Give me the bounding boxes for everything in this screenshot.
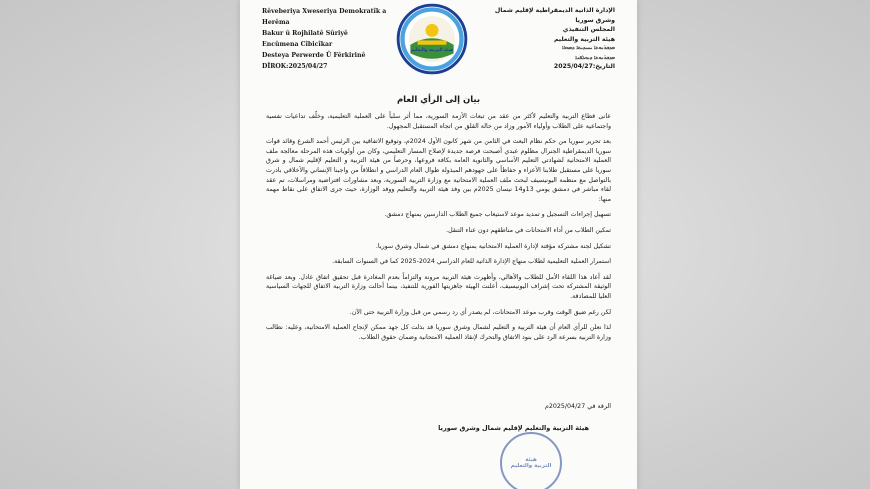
logo-center-text: هيئة التربية والتعليم <box>410 48 454 54</box>
signature-line: هيئة التربية والتعليم لإقليم شمال وشرق سوريا <box>438 424 589 432</box>
paragraph: بعد تحرير سوريا من حكم نظام البعث في الثامن من شهر كانون الأول 2024م، وتوقيع الاتفاقية بين الرئيس أحمد الشرع وقائد قوات سوريا الديمقراطية الجنرال مظلوم عبدي أصبحت فرصة جديدة لإصلاح المسار التعليمي، وكان من أولويات هذه المرحلة معالجة ملف العملية الامتحانية لشهادتي التعليم الأساسي والثانوية العامة بكافة فروعها، وحرصاً من هيئة التربية و التعليم لإقليم شمال و شرق سوريا على مستقبل طلابنا الأعزاء و حفاظاً على جهودهم المبذولة طوال العام الدراسي و انطلاقاً من واجبنا الإنساني والأخلاقي بادرت بالتواصل مع منظمة اليونيسيف لبحث ملف العملية الامتحانية مع وزارة التربية السورية، وبعد مشاورات افتراضية ومراسلات، تم عقد لقاء مباشر في دمشق يومي 13و14 نيسان 2025م بين وفد هيئة التربية والتعليم ووفد الوزارة، حيث جرى الاتفاق على نقاط مهمة منها: <box>266 138 611 203</box>
header-left-line4: Desteya Perwerde Û Fêrkirinê <box>262 52 366 59</box>
official-stamp <box>500 432 562 489</box>
paragraph: تمكين الطلاب من أداء الامتحانات في مناطقهم دون عناء التنقل. <box>446 226 611 234</box>
document-title: بيان إلى الرأي العام <box>396 95 481 105</box>
header-left-line3: Encûmena Cîbicîkar <box>262 41 333 48</box>
document-page <box>240 0 637 489</box>
paragraph: تشكيل لجنة مشتركة مؤقتة لإدارة العملية الامتحانية بمنهاج دمشق في شمال وشرق سوريا. <box>375 242 611 250</box>
closing-date: الرقة في 2025/04/27م <box>545 403 611 410</box>
paragraph: لقد أعاد هذا اللقاء الأمل للطلاب والأهالي، وأظهرت هيئة التربية مرونة والتزاماً بعدم المغادرة قبل تحقيق اتفاق عادل. وبعد صياغة الوثيقة المشتركة تحت إشراف اليونيسيف، أعلنت الهيئة جاهزيتها الفورية للتنفيذ، بينما أحالت وزارة التربية الاتفاق للجهات السياسية العليا للمصادقة. <box>266 273 611 300</box>
header-right-block <box>483 6 615 63</box>
document-body <box>266 112 611 348</box>
date-right: التاريخ:2025/04/27 <box>553 63 615 70</box>
header-left-line1: Rêveberiya Xweseriya Demokratîk a Herêma <box>262 8 387 26</box>
header-right-line2: المجلس التنفيذي <box>562 26 615 33</box>
paragraph: لكن رغم ضيق الوقت وقرب موعد الامتحانات، لم يصدر أي رد رسمي من قبل وزارة التربية حتى الآن. <box>349 308 611 316</box>
header-right-line4: ܡܕܒܪܢܘܬܐ ܝܚܝܕܝܬܐ ܕܡܘܪܐ <box>562 45 615 51</box>
paragraph: لذا نعلن للرأي العام أن هيئة التربية و التعليم لشمال وشرق سوريا قد بذلت كل جهد ممكن لإنجاح العملية الامتحانية، وعليه: نطالب وزارة التربية بسرعة الرد على بنود الاتفاق والتحرك لإنقاذ العملية الامتحانية وضمان حقوق الطلاب. <box>266 324 611 341</box>
header-left-block <box>262 6 412 61</box>
paragraph: عانى قطاع التربية والتعليم لأكثر من عقد من تبعات الأزمة السورية، مما أثر سلباً على العملية التعليمية، وخلّف تداعيات نفسية واجتماعية على الطلاب وأولياء الأمور وزاد من حالة القلق من اتجاه المستقبل المجهول. <box>266 113 611 130</box>
organization-logo-icon <box>396 3 468 75</box>
date-left: DÎROK:2025/04/27 <box>262 63 328 70</box>
stamp-line2: التربية والتعليم <box>510 463 552 469</box>
paragraph: استمرار العملية التعليمية لطلاب منهاج الإدارة الذاتية للعام الدراسي 2024-2025 كما في السنوات السابقة. <box>332 258 611 266</box>
header-right-line5: ܡܕܒܪܢܘܬܐ ܕܝܘܠܦܢܐ <box>575 54 615 61</box>
header-left-line2: Bakur û Rojhilatê Sûriyê <box>262 30 348 37</box>
stamp-line1: هيئة <box>525 457 537 463</box>
header-right-line1: الإدارة الذاتية الديمقراطية لإقليم شمال وشرق سوريا <box>494 7 615 24</box>
paragraph: تسهيل إجراءات التسجيل و تمديد موعد لاستيعاب جميع الطلاب الدارسين بمنهاج دمشق. <box>384 211 611 219</box>
header-right-line3: هيئة التربية والتعليم <box>553 35 615 43</box>
